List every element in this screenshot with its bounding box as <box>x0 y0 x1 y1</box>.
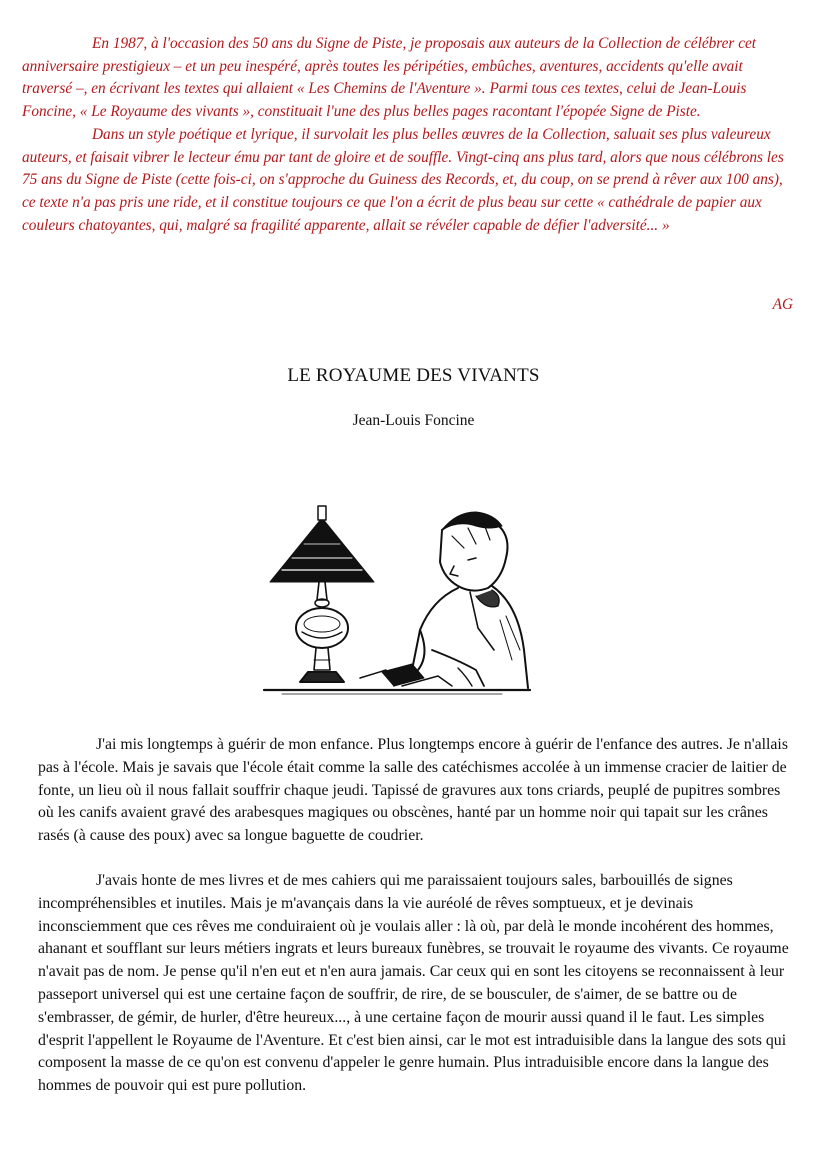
article-title: LE ROYAUME DES VIVANTS <box>287 365 540 386</box>
article-author: Jean-Louis Foncine <box>352 412 475 429</box>
article-body <box>38 734 790 1120</box>
intro-paragraph: En 1987, à l'occasion des 50 ans du Signe de Piste, je proposais aux auteurs de la Collection de célébrer cet anniversaire prestigieux – et un peu inespéré, après toutes les péripéties, embûches, aventures, accidents qu'elle avait traversé –, en écrivant les textes qui allaient « Les Chemins de l'Aventure ». Parmi tous ces textes, celui de Jean-Louis Foncine, « Le Royaume des vivants », constituait l'une des plus belles pages racontant l'épopée Signe de Piste. <box>22 35 757 121</box>
intro-paragraph: Dans un style poétique et lyrique, il survolait les plus belles œuvres de la Collection, saluait ses plus valeureux auteurs, et faisait vibrer le lecteur ému par tant de gloire et de souffle. Vingt-cinq ans plus tard, alors que nous célébrons les 75 ans du Signe de Piste (cette fois-ci, on s'approche du Guiness des Records, et, du coup, on se prend à rêver aux 100 ans), ce texte n'a pas pris une ride, et il constitue toujours ce que l'on a écrit de plus beau sur cette « cathédrale de papier aux couleurs chatoyantes, qui, malgré sa fragilité apparente, allait se révéler capable de défier l'adversité... » <box>22 125 784 234</box>
editor-introduction <box>22 33 794 237</box>
boy-reading-by-oil-lamp-illustration <box>262 500 532 710</box>
article-paragraph: J'avais honte de mes livres et de mes cahiers qui me paraissaient toujours sales, barbouillés de signes incompréhensibles et inutiles. Mais je m'avançais dans la vie auréolé de rêves somptueux, et je devinais inconsciemment que ces rêves me conduiraient où je voulais aller : là où, par delà le monde incohérent des hommes, ahanant et soufflant sur leurs métiers ingrats et leurs bureaux funèbres, se trouvait le royaume des vivants. Ce royaume n'avait pas de nom. Je pense qu'il n'en eut et n'en aura jamais. Car ceux qui en sont les citoyens se reconnaissent à leur passeport universel qui est une certaine façon de souffrir, de rire, de se bousculer, de s'aimer, de se battre ou de s'embrasser, de gémir, de hurler, d'être heureux..., à une certaine façon de mourir aussi quand il le faut. Les simples d'esprit l'appellent le Royaume de l'Aventure. Et c'est bien ainsi, car le mot est intraduisible dans la langue des sots qui composent la masse de ce qu'on est convenu d'appeler le genre humain. Plus intraduisible encore dans la langue des hommes de pouvoir qui est pure pollution. <box>38 871 789 1095</box>
article-paragraph: J'ai mis longtemps à guérir de mon enfance. Plus longtemps encore à guérir de l'enfance des autres. Je n'allais pas à l'école. Mais je savais que l'école était comme la salle des catéchismes accolée à un immense cracier de laitier de fonte, un lieu où il nous fallait souffrir chaque jeudi. Tapissé de gravures aux tons criards, peuplé de pupitres sombres où les canifs avaient gravé des arabesques magiques ou obscènes, hanté par un homme noir qui tapait sur les crânes rasés (à cause des poux) avec sa longue baguette de coudrier. <box>38 736 788 845</box>
editor-signature: AG <box>772 296 793 313</box>
